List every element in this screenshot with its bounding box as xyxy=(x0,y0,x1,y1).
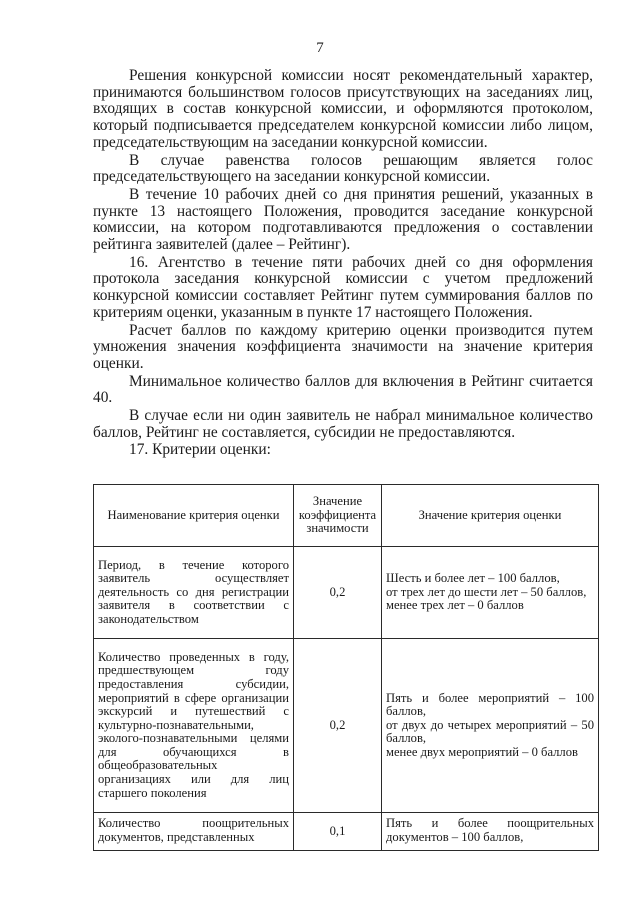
criterion-value-cell xyxy=(382,813,599,851)
paragraph-no-rating: В случае если ни один заявитель не набрал минимальное количество баллов, Рейтинг не составляется, субсидии не предоставляются. xyxy=(93,407,593,441)
table-header-row xyxy=(94,485,599,547)
paragraph-score-calculation: Расчет баллов по каждому критерию оценки производится путем умножения значения коэффициента значимости на значение критерия оценки. xyxy=(93,321,593,372)
table-row xyxy=(94,639,599,813)
coefficient-cell: 0,1 xyxy=(294,813,382,851)
coefficient-cell: 0,2 xyxy=(294,547,382,639)
paragraph-item-17-heading: 17. Критерии оценки: xyxy=(129,441,271,459)
document-body xyxy=(93,68,593,459)
page-number: 7 xyxy=(316,40,324,56)
paragraph-minimum-score: Минимальное количество баллов для включения в Рейтинг считается 40. xyxy=(93,372,593,407)
paragraph-tie-vote: В случае равенства голосов решающим является голос председательствующего на заседании конкурсной комиссии. xyxy=(93,151,593,186)
paragraph-meeting-deadline: В течение 10 рабочих дней со дня принятия решений, указанных в пункте 13 настоящего Положения, проводится заседание конкурсной комиссии, на котором подготавливаются предложения о составлении рейтинга заявителей (далее – Рейтинг). xyxy=(93,185,593,254)
paragraph-commission-decisions: Решения конкурсной комиссии носят рекомендательный характер, принимаются большинством голосов присутствующих на заседаниях лиц, входящих в состав конкурсной комиссии, и оформляются протоколом, который подписывается председателем конкурсной комиссии либо лицом, председательствующим на заседании конкурсной комиссии. xyxy=(93,67,593,151)
table-row xyxy=(94,547,599,639)
value-line: от трех лет до шести лет – 50 баллов, xyxy=(386,584,587,599)
value-line: Пять и более поощрительных документов – 100 баллов, xyxy=(386,816,594,844)
coefficient-cell: 0,2 xyxy=(294,639,382,813)
value-line: от двух до четырех мероприятий – 50 баллов, xyxy=(386,717,594,746)
value-line: Пять и более мероприятий – 100 баллов, xyxy=(386,690,594,719)
criterion-name-cell: Количество проведенных в году, предшествующем году предоставления субсидии, мероприятий в сфере организации экскурсий и путешествий с культурно-познавательными, эколого-познавательными целями для обучающихся в общеобразовательных организациях или для лиц старшего поколения xyxy=(94,639,294,813)
paragraph-item-16: 16. Агентство в течение пяти рабочих дней со дня оформления протокола заседания конкурсной комиссии с учетом предложений конкурсной комиссии составляет Рейтинг путем суммирования баллов по критериям оценки, указанным в пункте 17 настоящего Положения. xyxy=(93,253,593,321)
header-coefficient: Значение коэффициента значимости xyxy=(294,485,382,547)
header-criterion-name: Наименование критерия оценки xyxy=(94,485,294,547)
criterion-value-cell xyxy=(382,547,599,639)
criterion-name-cell: Период, в течение которого заявитель осуществляет деятельность со дня регистрации заявителя в соответствии с законодательством xyxy=(94,547,294,639)
table-row xyxy=(94,813,599,851)
criteria-table xyxy=(93,484,599,851)
criterion-value-cell xyxy=(382,639,599,813)
header-criterion-value: Значение критерия оценки xyxy=(382,485,599,547)
value-line: менее двух мероприятий – 0 баллов xyxy=(386,744,578,759)
criterion-name-cell: Количество поощрительных документов, представленных xyxy=(94,813,294,851)
value-line: Шесть и более лет – 100 баллов, xyxy=(386,571,560,586)
value-line: менее трех лет – 0 баллов xyxy=(386,598,524,613)
